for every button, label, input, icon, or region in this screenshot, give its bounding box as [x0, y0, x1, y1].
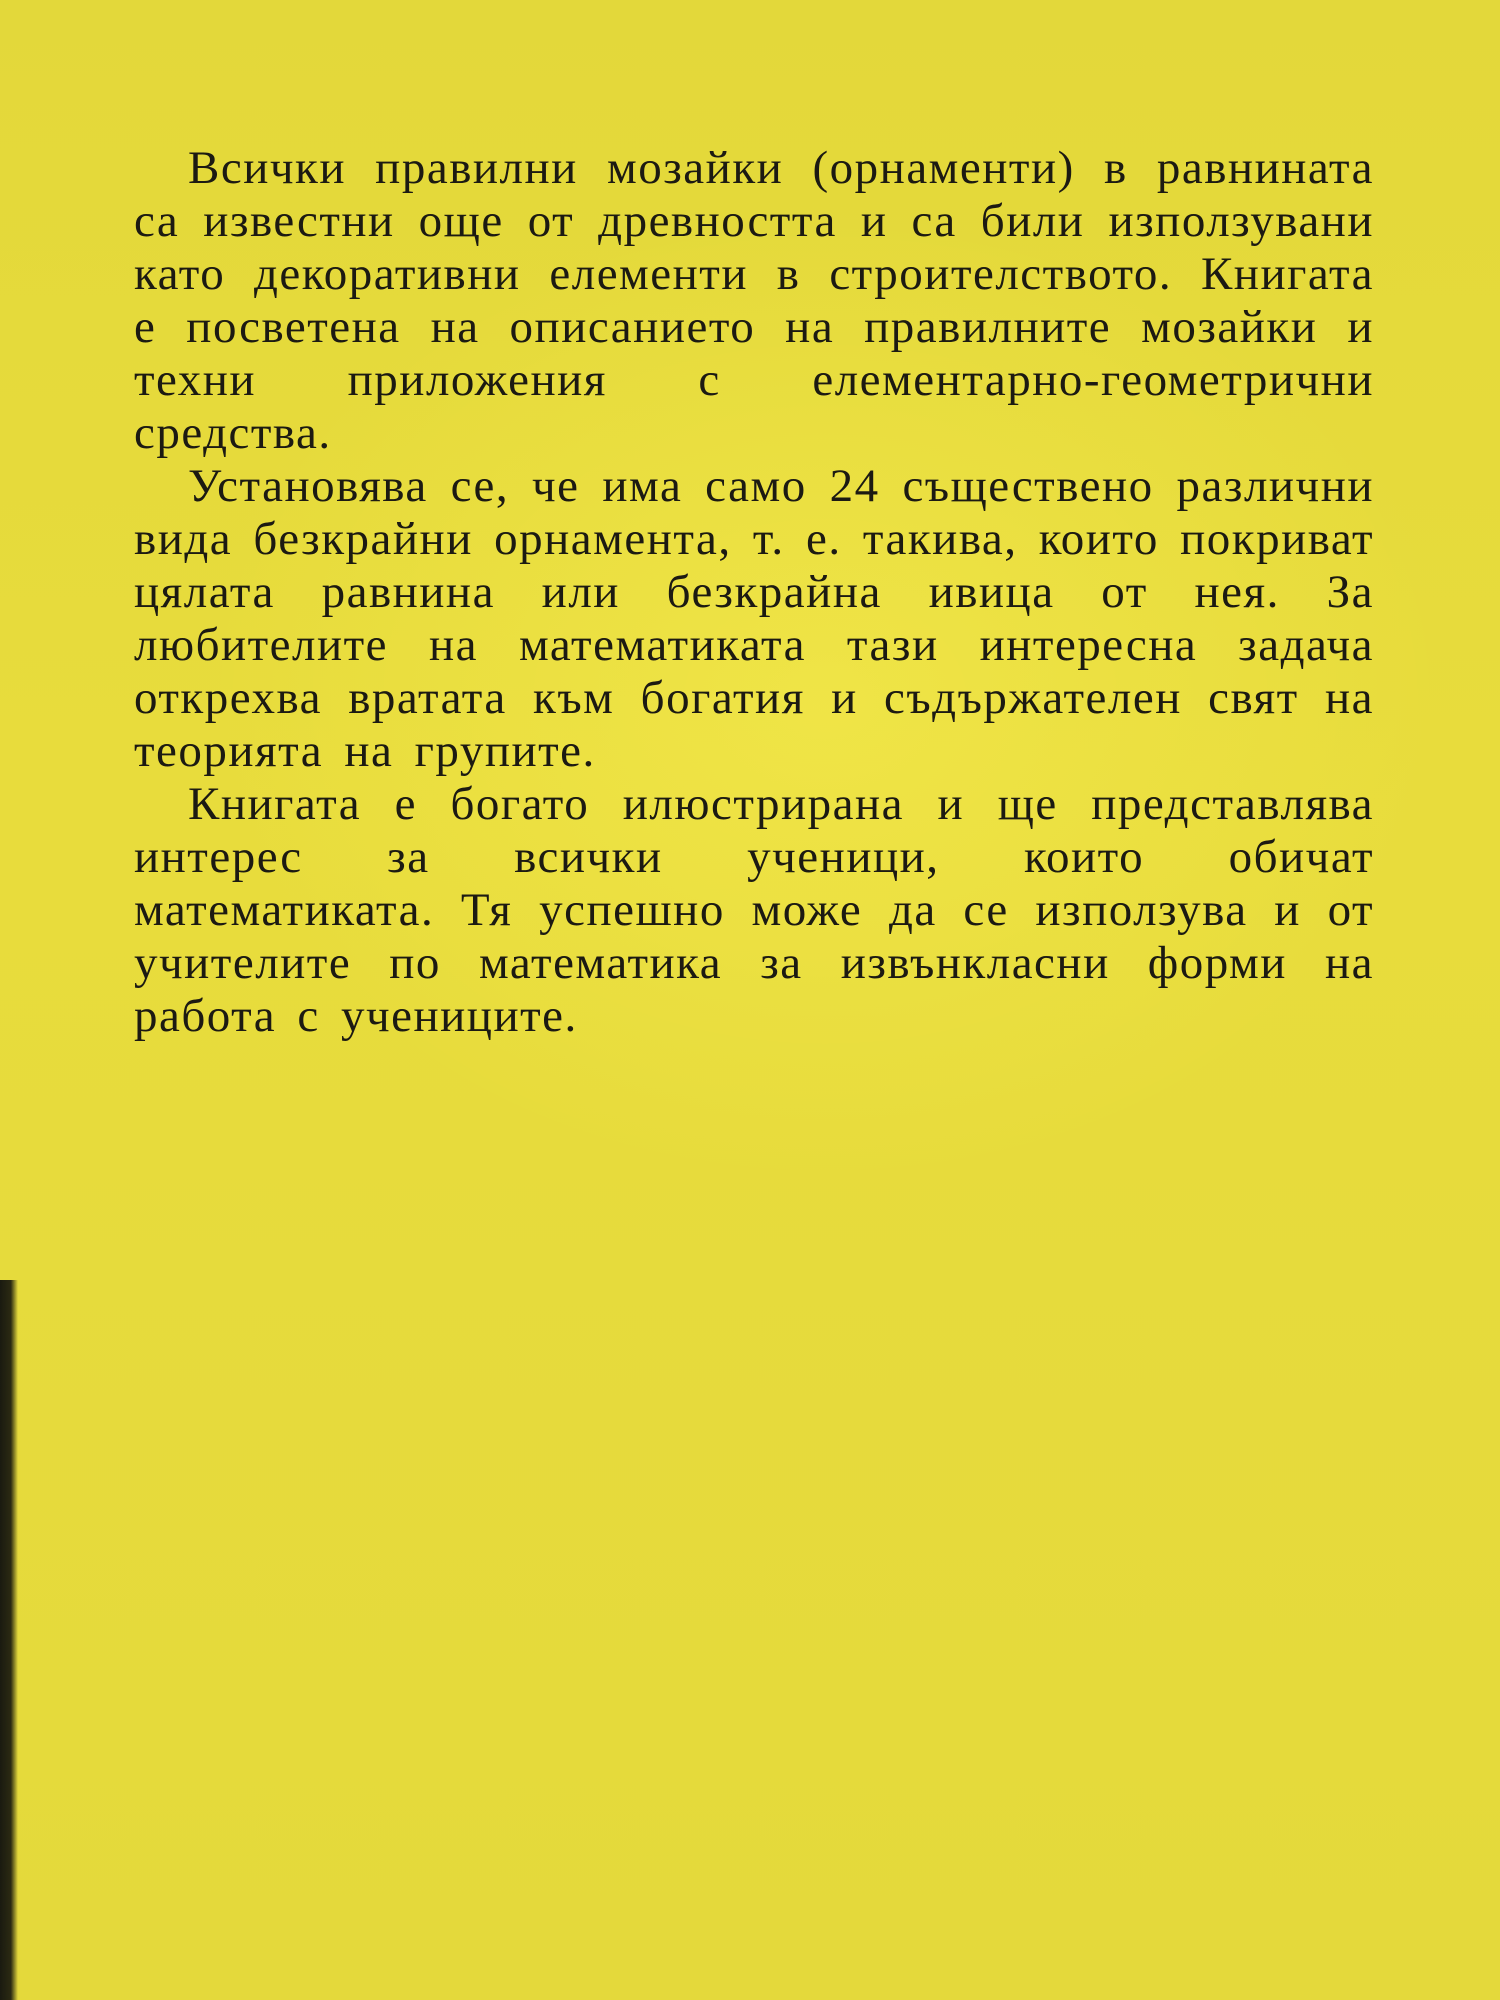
description-paragraph-1: Всички правилни мозайки (орнаменти) в равнината са известни още от древността и са били използувани като декоративни елементи в строителството. Книгата е посветена на описанието на правилните мозайки и техни приложения с елементарно-геометрични средства.: [134, 142, 1374, 459]
description-paragraph-2: Установява се, че има само 24 съществено различни вида безкрайни орнамента, т. е. такива, които покриват цялата равнина или безкрайна ивица от нея. За любителите на математиката тази интересна задача открехва вратата към богатия и съдържателен свят на теорията на групите.: [134, 460, 1374, 777]
book-description: [134, 142, 1374, 1043]
cover-edge-shadow: [0, 1280, 18, 2000]
description-paragraph-3: Книгата е богато илюстрирана и ще представлява интерес за всички ученици, които обичат математиката. Тя успешно може да се използува и от учителите по математика за извънкласни форми на работа с учениците.: [134, 778, 1374, 1042]
